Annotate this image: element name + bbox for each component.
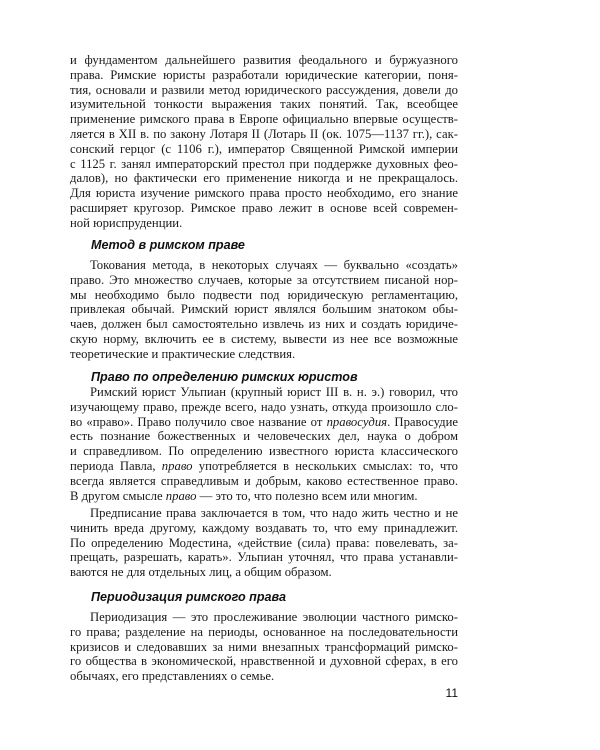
text-segment: применение римского права в Европе официально впервые осуществ-	[70, 112, 458, 127]
text-line	[70, 459, 458, 474]
text-line	[70, 400, 458, 415]
text-segment: Для юриста изучение римского права просто необходимо, его знание	[70, 186, 458, 201]
text-segment: периода Павла,	[70, 458, 162, 473]
text-segment: Римский юрист Ульпиан (крупный юрист III в. н. э.) говорил, что	[90, 385, 458, 399]
text-line	[70, 669, 458, 684]
text-line	[70, 171, 458, 186]
text-segment: Токования метода, в некоторых случаях — буквально «создать»	[90, 258, 458, 272]
text-line	[70, 429, 458, 444]
text-line	[70, 317, 458, 332]
text-segment: всегда является справедливым и добрым, каково естественное право.	[70, 473, 458, 488]
paragraph-periodization	[70, 610, 458, 684]
text-segment: привлекая обычай. Римский юрист являлся большим знатоком обы-	[70, 302, 458, 317]
text-segment: расширяет кругозор. Римское право лежит в основе всей современ-	[70, 200, 458, 215]
text-segment: и справедливом. По определению известного юриста классического	[70, 444, 458, 459]
text-segment: Периодизация — это прослеживание эволюции частного римско-	[90, 610, 458, 624]
text-line	[70, 610, 458, 625]
text-segment: скую норму, включить ее в систему, вывести из нее все возможные	[70, 331, 458, 346]
text-segment: есть познание божественных и человеческих дел, наука о добром	[70, 429, 458, 444]
paragraph-prescription	[70, 506, 458, 580]
text-line	[70, 415, 458, 430]
text-segment: — это то, что полезно всем или многим.	[196, 488, 418, 503]
text-segment: теоретические и практические следствия.	[70, 346, 296, 361]
text-line	[70, 53, 458, 68]
text-line	[70, 536, 458, 551]
text-segment: во «право». Право получило свое название от	[70, 414, 327, 429]
text-line	[70, 83, 458, 98]
text-segment: сонский герцог (с 1106 г.), император Священной Римской империи	[70, 141, 458, 156]
text-line	[70, 97, 458, 112]
text-line	[70, 654, 458, 669]
text-line	[70, 489, 458, 504]
text-line	[70, 68, 458, 83]
section-heading-periodization: Периодизация римского права	[91, 590, 287, 604]
text-line	[70, 506, 458, 521]
text-line	[70, 112, 458, 127]
text-segment: Предписание права заключается в том, что надо жить честно и не	[90, 506, 458, 520]
text-segment: употребляется в нескольких смыслах: то, что	[192, 458, 458, 473]
paragraph-ulpian	[70, 385, 458, 503]
page-number: 11	[445, 686, 458, 700]
text-segment: ной юриспруденции.	[70, 215, 183, 230]
text-segment: права. Римские юристы разработали юридические категории, поня-	[70, 67, 458, 82]
paragraph-method	[70, 258, 458, 362]
italic-term: право	[161, 458, 193, 473]
text-segment: с 1125 г. занял императорский престол при поддержке духовных фео-	[70, 156, 458, 171]
italic-term: право	[165, 488, 197, 503]
text-segment: обычаях, его представлениях о семье.	[70, 669, 275, 684]
text-line	[70, 385, 458, 400]
text-segment: го общества в экономической, нравственной и духовной сферах, в его	[70, 654, 458, 669]
text-segment: далов), но фактически его применение никогда и не прекращалось.	[70, 171, 458, 186]
text-line	[70, 332, 458, 347]
text-segment: ваются не для отдельных лиц, а общим образом.	[70, 565, 332, 580]
text-line	[70, 474, 458, 489]
text-line	[70, 521, 458, 536]
text-segment: мы необходимо было подвести под юридическую регламентацию,	[70, 287, 458, 302]
text-line	[70, 302, 458, 317]
text-segment: кризисов и следовавших за ними внезапных трансформаций римско-	[70, 639, 458, 654]
text-line	[70, 201, 458, 216]
text-line	[70, 258, 458, 273]
text-segment: ляется в XII в. по закону Лотаря II (Лотарь II (ок. 1075—1137 гг.), сак-	[70, 126, 458, 141]
text-line	[70, 216, 458, 231]
text-line	[70, 625, 458, 640]
text-segment: право. Это множество случаев, которые за отсутствием писаной нор-	[70, 272, 458, 287]
text-line	[70, 157, 458, 172]
text-segment: го права; разделение на периоды, основанное на последовательности	[70, 624, 458, 639]
text-line	[70, 444, 458, 459]
section-heading-method: Метод в римском праве	[91, 238, 245, 252]
text-segment: изучающему право, прежде всего, надо узнать, откуда произошло сло-	[70, 399, 458, 414]
text-segment: и фундаментом дальнейшего развития феодального и буржуазного	[70, 53, 458, 67]
text-segment: тия, основали и развили метод юридического рассуждения, довели до	[70, 82, 458, 97]
paragraph-intro-continuation	[70, 53, 458, 231]
text-line	[70, 186, 458, 201]
italic-term: правосудия	[326, 414, 388, 429]
text-line	[70, 347, 458, 362]
text-segment: чинить вреда другому, каждому воздавать то, что ему принадлежит.	[70, 520, 458, 535]
text-segment: изумительной тонкости выражения таких понятий. Так, всеобщее	[70, 97, 458, 112]
text-line	[70, 565, 458, 580]
text-segment: . Правосудие	[387, 414, 458, 429]
text-segment: прещать, разрешать, карать». Ульпиан уточнял, что права устанавли-	[70, 550, 458, 565]
text-line	[70, 640, 458, 655]
text-line	[70, 127, 458, 142]
text-segment: чаев, должен был самостоятельно извлечь из них и создать юридиче-	[70, 317, 458, 332]
text-segment: В другом смысле	[70, 488, 166, 503]
text-line	[70, 288, 458, 303]
text-line	[70, 142, 458, 157]
text-line	[70, 550, 458, 565]
text-segment: По определению Модестина, «действие (сила) права: повелевать, за-	[70, 535, 458, 550]
text-line	[70, 273, 458, 288]
section-heading-law-definition: Право по определению римских юристов	[91, 370, 358, 384]
